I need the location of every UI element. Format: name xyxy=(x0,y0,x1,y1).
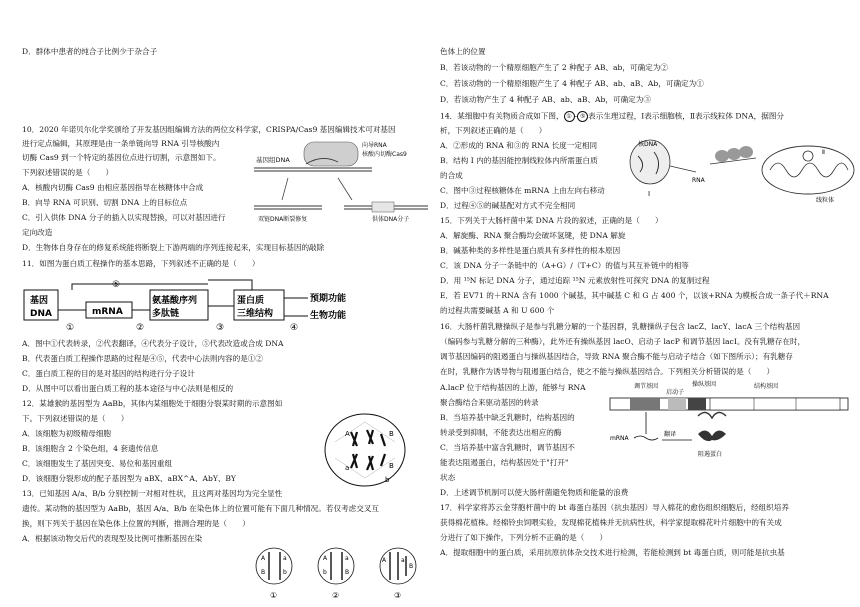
q10-option-b: B．向导 RNA 可识别、切割 DNA 上的目标位点 xyxy=(22,198,188,207)
svg-text:A: A xyxy=(345,430,350,438)
svg-text:a: a xyxy=(283,555,287,562)
svg-text:B: B xyxy=(345,569,350,576)
q15-option-a: A．解旋酶、RNA 聚合酶均会破坏氢键，使 DNA 解旋 xyxy=(440,231,626,240)
svg-text:三维结构: 三维结构 xyxy=(237,309,274,319)
q17-option-a: A．提取细胞中的蛋白质，采用抗原抗体杂交技术进行检测，若能检测到 bt 毒蛋白质，则可能是抗虫基 xyxy=(440,548,785,557)
q16-option-a-line1: A.lacP 位于结构基因的上游，能够与 RNA xyxy=(440,383,586,392)
biological-function-label: 生物功能 xyxy=(310,311,347,321)
lac-operon-diagram xyxy=(606,380,856,484)
q9-option-d: D．群体中患者的纯合子比例少于杂合子 xyxy=(22,47,158,56)
q11-stem: 11．如图为蛋白质工程操作的基本思路，下列叙述不正确的是（ ） xyxy=(22,259,260,268)
svg-text:①: ① xyxy=(66,323,75,333)
right-column xyxy=(430,0,860,607)
q10-stem-line3: 切酶 Cas9 到一个特定的基因位点进行切割，示意图如下。 xyxy=(22,153,221,162)
q13-option-c: C．若该动物的一个精原细胞产生了 4 种配子 AB、ab、aB、Ab，可确定为① xyxy=(440,79,704,88)
svg-text:B: B xyxy=(389,462,394,470)
q16-stem-line2: （编码参与乳糖分解的三种酶），此外还有操纵基因 lacO、启动子 lacP 和调节基因 lacI。没有乳糖存在时， xyxy=(440,337,806,346)
q11-option-a: A．图中①代表转录，②代表翻译，④代表分子设计，⑤代表改造或合成 DNA xyxy=(22,339,284,348)
svg-text:④: ④ xyxy=(290,323,299,333)
q10-option-a: A．核酸内切酶 Cas9 由相应基因指导在核糖体中合成 xyxy=(22,183,204,192)
q12-stem-line1: 12．某雄猴的基因型为 AaBb，其体内某细胞处于细胞分裂某时期的示意图如 xyxy=(22,399,283,408)
q10-option-c-line1: C．引入供体 DNA 分子的插入以实现替换，可以对基因进行 xyxy=(22,213,226,222)
q10-option-d: D．生物体自身存在的修复系统能将断裂上下游两端的序列连接起来，实现目标基因的敲除 xyxy=(22,243,325,252)
q11-option-d: D．从图中可以看出蛋白质工程的基本途径与中心法则是相反的 xyxy=(22,384,234,393)
svg-text:基因: 基因 xyxy=(30,296,49,306)
q17-stem-line3: 分进行了如下操作，下列分析不正确的是（ ） xyxy=(440,533,608,542)
q15-option-d: D．用 ¹⁵N 标记 DNA 分子，通过追踪 ¹⁵N 元素放射性可探究 DNA 的复制过程 xyxy=(440,276,710,285)
q14-option-c: C．图中③过程核糖体在 mRNA 上由左向右移动 xyxy=(440,186,605,195)
svg-text:线粒体: 线粒体 xyxy=(816,197,835,204)
svg-text:③: ③ xyxy=(216,323,225,333)
q14-stem-line2: 析，下列叙述正确的是（ ） xyxy=(440,126,547,135)
svg-text:②: ② xyxy=(332,591,340,600)
svg-text:A: A xyxy=(382,557,387,564)
svg-text:蛋白质: 蛋白质 xyxy=(237,296,265,306)
protein-engineering-diagram xyxy=(22,276,362,334)
svg-text:a: a xyxy=(345,555,349,562)
svg-text:A: A xyxy=(261,555,266,562)
donor-dna-label: 供体DNA分子 xyxy=(372,216,410,223)
svg-text:调节基因: 调节基因 xyxy=(634,383,659,390)
q13-option-a: A．根据该动物交后代的表现型及比例可推断基因在染 xyxy=(22,534,203,543)
svg-text:A: A xyxy=(323,555,328,562)
q16-stem-line3: 调节基因编码的阻遏蛋白与操纵基因结合，导致 RNA 聚合酶不能与启动子结合（如下图所示）；有乳糖存 xyxy=(440,352,793,361)
q15-option-e-line1: E．若 EV71 的＋RNA 含有 1000 个碱基，其中碱基 C 和 G 占 400 个，以该+RNA 为模板合成一条子代＋RNA xyxy=(440,291,829,300)
q15-option-c: C．该 DNA 分子一条链中的（A+G）/（T+C）的值与其互补链中的相等 xyxy=(440,261,689,270)
svg-text:b: b xyxy=(283,569,287,576)
svg-text:核DNA: 核DNA xyxy=(638,141,658,148)
svg-text:mRNA: mRNA xyxy=(92,307,123,317)
q10-stem-line2: 进行定点编辑，其原理是由一条单链向导 RNA 引导核酸内 xyxy=(22,139,220,148)
svg-text:氨基酸序列: 氨基酸序列 xyxy=(152,296,198,306)
crispr-diagram xyxy=(252,138,432,226)
svg-text:B: B xyxy=(409,563,414,570)
q16-option-b-line2: 转录受到抑制，不能表达出相应的酶 xyxy=(440,428,562,437)
svg-text:③: ③ xyxy=(394,591,402,600)
q10-option-c-line2: 定向改造 xyxy=(22,228,53,237)
figure-1 xyxy=(256,548,292,600)
svg-text:a: a xyxy=(345,464,350,472)
dsb-repair-label: 双链DNA断裂修复 xyxy=(258,216,308,223)
q12-option-b: B．该细胞含 2 个染色组，4 套遗传信息 xyxy=(22,444,159,453)
q14-option-a: A．②形成的 RNA 和③的 RNA 长度一定相同 xyxy=(440,141,598,150)
svg-text:B: B xyxy=(389,430,394,438)
q13-stem-line1: 13．已知基因 A/a、B/b 分别控制一对相对性状，且这两对基因均为完全显性 xyxy=(22,489,283,498)
q14-stem-line1: 14．某细胞中有关物质合成如下图， ① - ⑤ 表示生理过程，Ⅰ表示细胞核，Ⅱ表示线粒体 DNA，据图分 xyxy=(440,111,785,121)
svg-text:①: ① xyxy=(270,591,278,600)
circled-one-icon: ① xyxy=(564,111,575,122)
q17-stem-line1: 17．科学家将苏云金芽胞杆菌中的 bt 毒蛋白基因（抗虫基因）导入棉花的愈伤组织细胞后，经组织培养 xyxy=(440,503,789,512)
q16-stem-line1: 16．大肠杆菌乳糖操纵子是参与乳糖分解的一个基因群，乳糖操纵子包含 lacZ、lacY、lacA 三个结构基因 xyxy=(440,322,801,331)
svg-text:mRNA: mRNA xyxy=(610,435,629,442)
circled-five-icon: ⑤ xyxy=(577,111,588,122)
q16-option-a-line2: 聚合酶结合来驱动基因的转录 xyxy=(440,398,539,407)
svg-text:a: a xyxy=(401,557,405,564)
svg-text:操纵基因: 操纵基因 xyxy=(692,381,717,388)
q15-option-e-line2: 的过程共需要碱基 A 和 U 600 个 xyxy=(440,306,555,315)
q10-stem-line4: 下列叙述错误的是（ ） xyxy=(22,168,114,177)
q12-stem-line2: 下。下列叙述错误的是（ ） xyxy=(22,414,129,423)
q13-stem-line3: 换，则下列关于基因在染色体上位置的判断，推测合理的是（ ） xyxy=(22,519,250,528)
cas9-label: 核酸内切酶Cas9 xyxy=(362,151,407,158)
svg-text:结构基因: 结构基因 xyxy=(754,383,779,390)
q14-option-d: D．过程④⑤的碱基配对方式不完全相同 xyxy=(440,201,576,210)
q16-option-b-line1: B．当培养基中缺乏乳糖时，结构基因的 xyxy=(440,413,575,422)
q12-option-a: A．该细胞为初级精母细胞 xyxy=(22,429,112,438)
svg-text:启动子: 启动子 xyxy=(666,389,685,396)
q12-option-d: D．该细胞分裂形成的配子基因型为 aBX、aBX^A、AbY、BY xyxy=(22,474,236,483)
svg-text:Ⅱ: Ⅱ xyxy=(822,149,825,156)
q11-option-c: C．蛋白质工程的目的是对基因的结构进行分子设计 xyxy=(22,369,195,378)
q13-stem-continued: 色体上的位置 xyxy=(440,47,486,56)
q12-option-c: C．该细胞发生了基因突变、易位和基因重组 xyxy=(22,459,173,468)
figure-2 xyxy=(318,548,354,600)
q17-stem-line2: 获得棉花植株。经棉铃虫饲喂实验，发现棉花植株并无抗病性状，科学家提取棉花叶片细胞中的有关成 xyxy=(440,518,782,527)
svg-text:阻遏蛋白: 阻遏蛋白 xyxy=(698,451,723,458)
svg-text:翻译: 翻译 xyxy=(664,431,677,438)
q11-option-b: B．代表蛋白质工程操作思路的过程是④⑤，代表中心法则内容的是①② xyxy=(22,354,263,363)
q13-option-d: D．若该动物产生了 4 种配子 AB、ab、aB、Ab，可确定为③ xyxy=(440,95,651,104)
q16-option-c-line1: C．当培养基中富含乳糖时，调节基因不 xyxy=(440,443,575,452)
expected-function-label: 预期功能 xyxy=(310,294,347,304)
q16-option-d: D．上述调节机制可以使大肠杆菌避免物质和能量的浪费 xyxy=(440,488,629,497)
q13-option-b: B．若该动物的一个精原细胞产生了 2 种配子 AB、ab，可确定为② xyxy=(440,63,668,72)
q14-option-b-line1: B．结构 I 内的基因能控制线粒体内所需蛋白质 xyxy=(440,156,598,165)
figure-3 xyxy=(380,548,416,600)
cas9-enzyme-shape xyxy=(304,142,358,166)
svg-text:多肽链: 多肽链 xyxy=(152,309,180,319)
q16-option-c-line3: 状态 xyxy=(440,473,456,482)
svg-text:DNA: DNA xyxy=(30,309,52,319)
q15-stem: 15．下列关于大肠杆菌中某 DNA 片段的叙述，正确的是（ ） xyxy=(440,216,663,225)
svg-text:B: B xyxy=(261,569,266,576)
svg-text:⑤: ⑤ xyxy=(112,280,121,290)
q16-stem-line4: 在时，乳糖作为诱导物与阻遏蛋白结合，使之不能与操纵基因结合。下列相关分析错误的是（ ） xyxy=(440,367,775,376)
q16-option-c-line2: 能表达阻遏蛋白，结构基因处于"打开" xyxy=(440,458,569,467)
q15-option-b: B．碱基种类的多样性是蛋白质具有多样性的根本原因 xyxy=(440,246,621,255)
svg-text:RNA: RNA xyxy=(692,177,705,184)
svg-text:b: b xyxy=(385,476,390,484)
guide-rna-label: 向导RNA xyxy=(362,142,387,149)
mitochondria-synthesis-diagram xyxy=(626,134,858,204)
q13-stem-line2: 遗传。某动物的基因型为 AaBb，基因 A/a、B/b 在染色体上的位置可能有下面几种情况。若仅考虑交叉互 xyxy=(22,504,380,513)
cell-division-figure xyxy=(323,412,407,488)
genome-dna-label: 基因组DNA xyxy=(256,156,290,164)
q10-stem-line1: 10．2020 年诺贝尔化学奖颁给了开发基因组编辑方法的两位女科学家，CRISPA/Cas9 基因编辑技术可对基因 xyxy=(22,125,396,134)
chromosome-position-figures xyxy=(252,540,424,604)
svg-text:Ⅰ: Ⅰ xyxy=(648,190,651,198)
svg-text:②: ② xyxy=(136,323,145,333)
svg-text:b: b xyxy=(323,569,327,576)
q14-option-b-line2: 的合成 xyxy=(440,171,463,180)
